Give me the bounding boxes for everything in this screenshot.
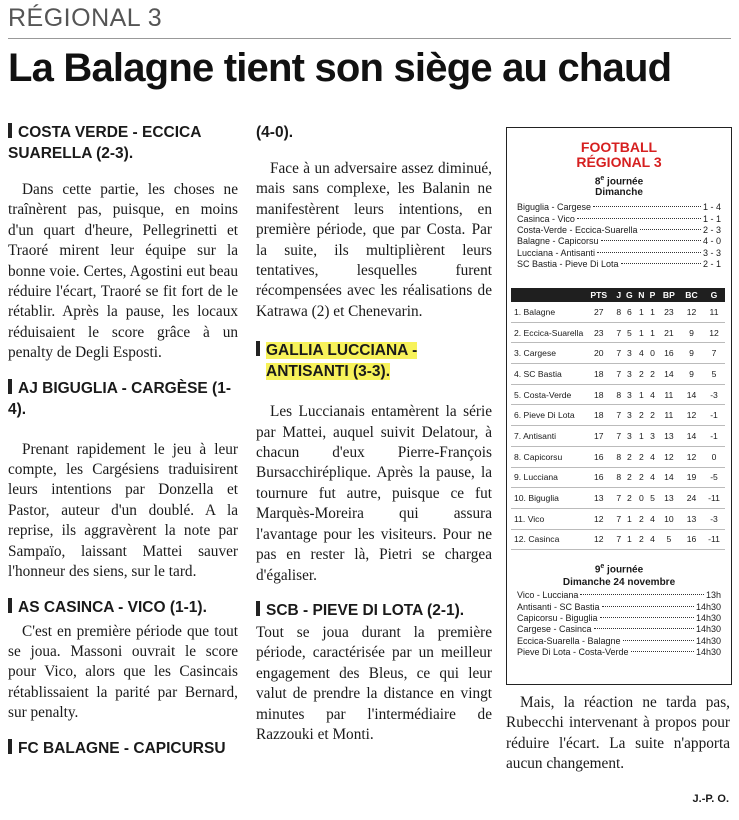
stat-cell: 14 [680,384,703,405]
stat-cell: 0 [636,488,648,509]
section-rubric: RÉGIONAL 3 [8,4,163,32]
stat-cell: 1 [636,302,648,322]
results-list [517,202,721,270]
rubric-divider [8,38,731,39]
result-row [517,236,721,247]
heading-text: SCB - PIEVE DI LOTA (2-1). [266,601,465,619]
fixture-row [517,590,721,601]
stat-cell: 2 [636,508,648,529]
stat-cell: -3 [703,384,725,405]
stat-cell: 6 [623,302,635,322]
table-row [511,343,725,364]
table-row [511,364,725,385]
results-box [506,127,732,685]
result-score: 3 - 3 [702,247,721,258]
match-heading-scb [256,600,492,621]
result-score: 1 - 4 [702,202,721,213]
match-heading-costa-verde [8,122,238,164]
fixture-match: Antisanti - SC Bastia [517,601,600,612]
stat-cell: 7 [703,343,725,364]
header-cell: BC [680,288,703,302]
heading-bar [256,601,260,616]
stat-cell: 14 [658,364,680,385]
stat-cell: 2 [623,488,635,509]
stat-cell: 2 [636,364,648,385]
stat-cell: 12 [583,508,614,529]
box-title-league: RÉGIONAL 3 [576,154,662,170]
result-row [517,259,721,270]
stat-cell: 1 [623,508,635,529]
team-name: 1. Balagne [511,302,583,322]
match-heading-balagne-score: (4-0). [256,124,294,141]
result-match: SC Bastia - Pieve Di Lota [517,258,619,269]
fixture-match: Vico - Lucciana [517,590,579,601]
stat-cell: 20 [583,343,614,364]
stat-cell: 19 [680,467,703,488]
stat-cell: 11 [703,302,725,322]
dot-leader [600,617,694,618]
match-heading-biguglia [8,378,238,420]
stat-cell: 5 [703,364,725,385]
team-name: 3. Cargese [511,343,583,364]
stat-cell: 14 [680,426,703,447]
stat-cell: 12 [658,446,680,467]
fixtures-list [517,590,721,658]
fixture-row [517,613,721,624]
table-row [511,529,725,550]
table-row [511,508,725,529]
heading-text: AJ BIGUGLIA - CARGÈSE (1-4). [8,379,231,418]
stat-cell: 2 [623,446,635,467]
fixture-time: 14h30 [695,646,721,657]
stat-cell: 1 [623,529,635,550]
stat-cell: 3 [623,426,635,447]
stat-cell: -1 [703,426,725,447]
result-row [517,225,721,236]
team-name: 5. Costa-Verde [511,384,583,405]
fixture-row [517,647,721,658]
team-name: 11. Vico [511,508,583,529]
dot-leader [601,240,701,241]
fixture-time: 14h30 [695,601,721,612]
stat-cell: 18 [583,364,614,385]
stat-cell: 13 [680,508,703,529]
table-row [511,488,725,509]
stat-cell: 9 [680,364,703,385]
stat-cell: 17 [583,426,614,447]
header-cell: BP [658,288,680,302]
box-title-football: FOOTBALL [580,139,658,155]
heading-bar [8,123,12,138]
stat-cell: 8 [614,384,623,405]
table-row [511,384,725,405]
result-match: Biguglia - Cargese [517,202,592,213]
header-cell: G [703,288,725,302]
header-cell: PTS [583,288,614,302]
stat-cell: 9 [680,322,703,343]
table-row [511,405,725,426]
result-score: 4 - 0 [702,236,721,247]
stat-cell: 8 [614,467,623,488]
heading-text-highlight: GALLIA LUCCIANA - [266,342,418,360]
dot-leader [597,252,701,253]
result-score: 2 - 3 [702,224,721,235]
fixture-row [517,624,721,635]
fixture-time: 13h [705,590,721,601]
fixture-row [517,636,721,647]
stat-cell: 2 [647,405,658,426]
heading-text-highlight: ANTISANTI (3-3). [266,363,390,381]
team-name: 6. Pieve Di Lota [511,405,583,426]
dot-leader [580,594,704,595]
match-heading-lucciana [256,340,492,382]
stat-cell: 0 [703,446,725,467]
table-row [511,467,725,488]
stat-cell: 7 [614,343,623,364]
page-title: La Balagne tient son siège au chaud [8,46,672,90]
table-row [511,302,725,322]
stat-cell: 16 [680,529,703,550]
heading-bar [8,598,12,613]
article-column-2 [256,122,492,745]
paragraph-scb: Tout se joua durant la première période, caractérisée par un meilleur engagement des Bleus, ce qui leur valut de prendre la distance en vingt minutes par l'intermédiaire de Razzouki et Monti. [256,623,492,743]
stat-cell: 4 [647,529,658,550]
stat-cell: 1 [636,384,648,405]
fixture-match: Pieve Di Lota - Costa-Verde [517,646,629,657]
stat-cell: 2 [636,446,648,467]
stat-cell: 4 [647,508,658,529]
result-match: Costa-Verde - Eccica-Suarella [517,224,638,235]
team-name: 8. Capicorsu [511,446,583,467]
team-name: 10. Biguglia [511,488,583,509]
result-row [517,202,721,213]
dot-leader [577,218,701,219]
paragraph-casinca: C'est en première période que tout se joua. Massoni ouvrait le score pour Vico, alors que les Casincais rétablissaient la parité par Bernard, sur penalty. [8,622,238,722]
heading-bar [256,341,260,356]
stat-cell: 3 [623,364,635,385]
stat-cell: 2 [647,364,658,385]
stat-cell: 11 [658,384,680,405]
stat-cell: 23 [583,322,614,343]
fixture-time: 14h30 [695,624,721,635]
stat-cell: -1 [703,405,725,426]
stat-cell: -5 [703,467,725,488]
team-name: 4. SC Bastia [511,364,583,385]
paragraph-biguglia: Prenant rapidement le jeu à leur compte, les Cargésiens traduisirent leurs intentions par Donzella et Pastor, auteur d'un doublé. A la reprise, ils aggravèrent la note par Sampaïo, laissant Mattei sauver l'honneur des siens, sur le tard. [8,440,238,581]
stat-cell: 12 [703,322,725,343]
stat-cell: 2 [636,405,648,426]
team-name: 7. Antisanti [511,426,583,447]
heading-bar [8,739,12,754]
stat-cell: -11 [703,488,725,509]
standings-header [511,288,725,302]
stat-cell: 14 [658,467,680,488]
stat-cell: 7 [614,405,623,426]
fixture-row [517,602,721,613]
fixture-time: 14h30 [695,612,721,623]
stat-cell: 5 [623,322,635,343]
stat-cell: 18 [583,405,614,426]
stat-cell: 4 [647,467,658,488]
stat-cell: 7 [614,488,623,509]
stat-cell: -11 [703,529,725,550]
result-match: Lucciana - Antisanti [517,247,596,258]
dot-leader [631,651,694,652]
stat-cell: 4 [636,343,648,364]
stat-cell: 0 [647,343,658,364]
stat-cell: 7 [614,364,623,385]
stat-cell: 16 [583,446,614,467]
stat-cell: 10 [658,508,680,529]
header-cell: N [636,288,648,302]
dot-leader [640,229,701,230]
dot-leader [594,628,694,629]
stat-cell: 7 [614,508,623,529]
article-column-3 [506,693,730,775]
result-row [517,214,721,225]
author-signature: J.-P. O. [692,793,729,805]
stat-cell: 16 [583,467,614,488]
stat-cell: 16 [658,343,680,364]
stat-cell: 12 [583,529,614,550]
heading-text: FC BALAGNE - CAPICURSU [18,739,226,757]
result-row [517,248,721,259]
stat-cell: 5 [647,488,658,509]
paragraph-balagne: Face à un adversaire assez diminué, mais sans complexe, les Balanin ne manifestèrent leurs intentions, en première période, que par Costa. Par la suite, ils multiplièrent leurs tentatives, lesquelles furent récompensées avec les réalisations de Katrawa (2) et Chenevarin. [256,160,492,320]
round-label: 8e journée [594,175,644,188]
stat-cell: 7 [614,426,623,447]
heading-bar [8,379,12,394]
table-row [511,446,725,467]
result-match: Casinca - Vico [517,213,575,224]
stat-cell: 3 [647,426,658,447]
table-row [511,322,725,343]
fixture-match: Capicorsu - Biguglia [517,612,598,623]
stat-cell: 1 [636,322,648,343]
stat-cell: 23 [658,302,680,322]
fixture-match: Cargese - Casinca [517,624,592,635]
stat-cell: 4 [647,446,658,467]
fixture-match: Eccica-Suarella - Balagne [517,635,621,646]
next-round [517,561,721,658]
stat-cell: 7 [614,322,623,343]
heading-text: AS CASINCA - VICO (1-1). [18,598,207,616]
stat-cell: -3 [703,508,725,529]
team-name: 9. Lucciana [511,467,583,488]
paragraph-scb-end: Mais, la réaction ne tarda pas, Rubecchi intervenant à propos pour réduire l'écart. La suite n'apporta aucun changement. [506,694,730,773]
stat-cell: 24 [680,488,703,509]
stat-cell: 3 [623,384,635,405]
round-day: Dimanche [595,187,643,199]
fixture-time: 14h30 [695,635,721,646]
match-heading-balagne [8,738,238,759]
stat-cell: 12 [680,405,703,426]
team-name: 12. Casinca [511,529,583,550]
stat-cell: 21 [658,322,680,343]
paragraph-lucciana: Les Luccianais entamèrent la série par Mattei, auquel suivit Delatour, à chacun d'eux Pierre-François Bursacchiréplique. Après la pause, la tournure fut autre, puisque ce fut Marquès-Moreira qui assura l'avantage pour les visiteurs. Pour ne pas en rester là, Pietri se chargea d'égaliser. [256,403,492,584]
stat-cell: 2 [636,529,648,550]
stat-cell: 8 [614,302,623,322]
stat-cell: 3 [623,405,635,426]
result-score: 2 - 1 [702,258,721,269]
header-cell: P [647,288,658,302]
result-score: 1 - 1 [702,213,721,224]
next-round-label: 9e journée [594,563,644,576]
stat-cell: 11 [658,405,680,426]
stat-cell: 12 [680,302,703,322]
dot-leader [602,606,694,607]
dot-leader [621,263,701,264]
stat-cell: 3 [623,343,635,364]
stat-cell: 9 [680,343,703,364]
paragraph-costa-verde: Dans cette partie, les choses ne traînèrent pas, puisque, en moins d'un quart d'heure, Pellegrinetti et Traoré mirent leur équipe sur la bonne voie. Certes, Agostini eut beau réduire l'écart, Traoré se fit fort de le rétablir. Après la pause, les locaux réduisaient le score grâce à un penalty de Degli Esposti. [8,181,238,362]
team-name: 2. Eccica-Suarella [511,322,583,343]
stat-cell: 5 [658,529,680,550]
stat-cell: 1 [647,322,658,343]
dot-leader [593,206,701,207]
stat-cell: 13 [658,488,680,509]
header-cell: J [614,288,623,302]
match-heading-casinca [8,597,238,618]
stat-cell: 13 [658,426,680,447]
standings-table [511,288,725,550]
header-team [511,288,583,302]
header-cell: G [623,288,635,302]
stat-cell: 12 [680,446,703,467]
article-column-1 [8,122,238,759]
heading-text: COSTA VERDE - ECCICA SUARELLA (2-3). [8,124,201,162]
stat-cell: 2 [636,467,648,488]
next-round-day: Dimanche 24 novembre [562,577,676,589]
stat-cell: 18 [583,384,614,405]
stat-cell: 13 [583,488,614,509]
result-match: Balagne - Capicorsu [517,236,599,247]
stat-cell: 2 [623,467,635,488]
stat-cell: 1 [636,426,648,447]
stat-cell: 7 [614,529,623,550]
table-row [511,426,725,447]
stat-cell: 1 [647,302,658,322]
stat-cell: 27 [583,302,614,322]
stat-cell: 4 [647,384,658,405]
dot-leader [623,640,694,641]
stat-cell: 8 [614,446,623,467]
